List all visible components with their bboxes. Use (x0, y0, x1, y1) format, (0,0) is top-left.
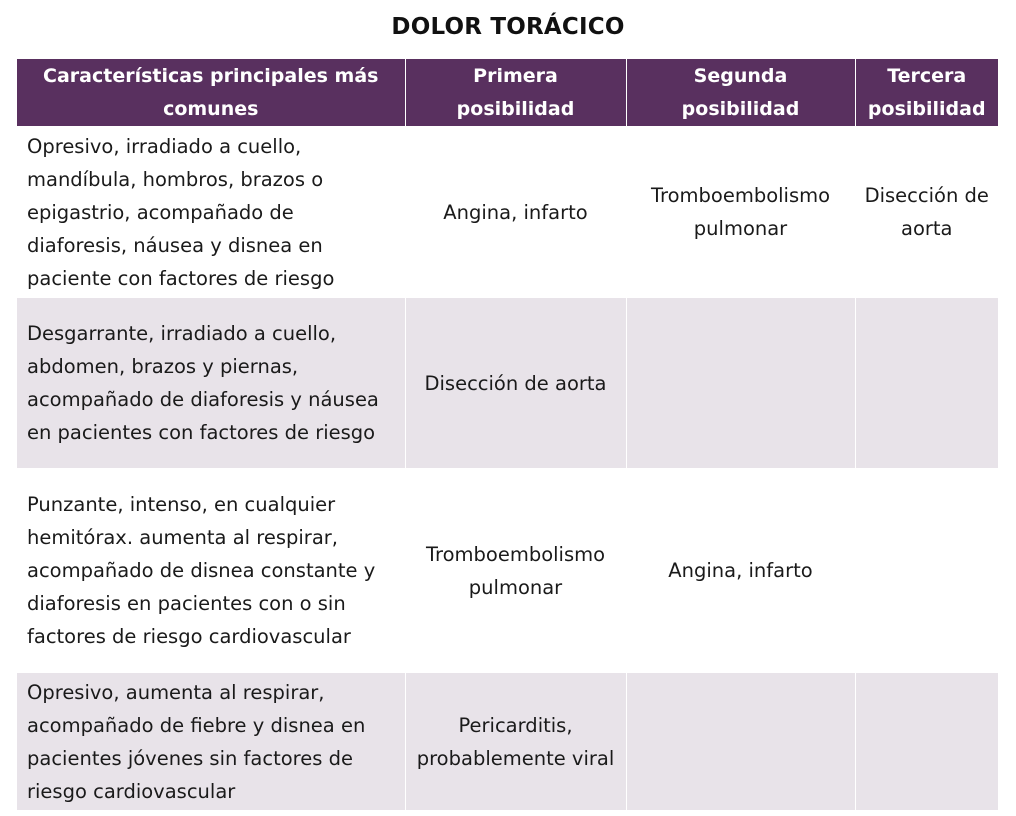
header-row (17, 59, 998, 127)
row-third-possibility (855, 298, 998, 469)
header-first-possibility: Primera posibilidad (405, 59, 626, 127)
row-first-possibility: Pericarditis, probablemente viral (405, 673, 626, 811)
table-row (17, 673, 998, 811)
row-third-possibility (855, 673, 998, 811)
row-first-possibility: Angina, infarto (405, 127, 626, 298)
row-third-possibility: Disección de aorta (855, 127, 998, 298)
table-row (17, 298, 998, 469)
table-row (17, 127, 998, 298)
row-description: Desgarrante, irradiado a cuello, abdomen, brazos y piernas, acompañado de diaforesis y náusea en pacientes con factores de riesgo (17, 298, 405, 469)
row-second-possibility (626, 673, 855, 811)
table-header (17, 59, 998, 127)
row-first-possibility: Disección de aorta (405, 298, 626, 469)
row-second-possibility: Tromboembolismo pulmonar (626, 127, 855, 298)
row-description: Punzante, intenso, en cualquier hemitórax. aumenta al respirar, acompañado de disnea constante y diaforesis en pacientes con o sin factores de riesgo cardiovascular (17, 469, 405, 673)
table-body (17, 127, 998, 811)
row-second-possibility: Angina, infarto (626, 469, 855, 673)
chest-pain-table (17, 59, 998, 810)
header-second-possibility: Segunda posibilidad (626, 59, 855, 127)
page-title: DOLOR TORÁCICO (391, 14, 625, 40)
row-description: Opresivo, aumenta al respirar, acompañado de fiebre y disnea en pacientes jóvenes sin factores de riesgo cardiovascular (17, 673, 405, 811)
header-characteristics: Características principales más comunes (17, 59, 405, 127)
row-first-possibility: Tromboembolismo pulmonar (405, 469, 626, 673)
row-description: Opresivo, irradiado a cuello, mandíbula, hombros, brazos o epigastrio, acompañado de diaforesis, náusea y disnea en paciente con factores de riesgo (17, 127, 405, 298)
row-second-possibility (626, 298, 855, 469)
header-third-possibility: Tercera posibilidad (855, 59, 998, 127)
table-row (17, 469, 998, 673)
row-third-possibility (855, 469, 998, 673)
